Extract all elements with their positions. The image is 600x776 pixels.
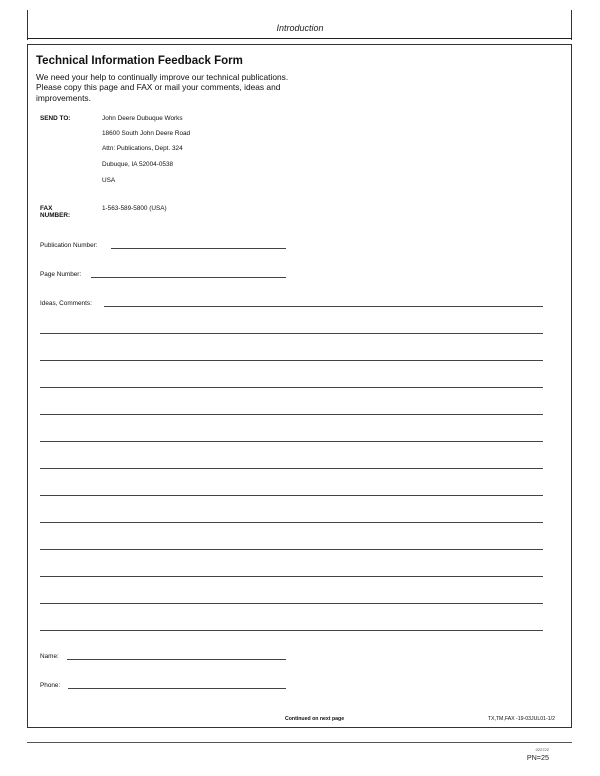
address-line: Dubuque, IA 52004-0538 [102,161,174,168]
ideas-comments-label: Ideas, Comments: [40,300,92,307]
comment-line[interactable] [40,441,543,442]
page-number-label: Page Number: [40,271,82,278]
comment-line[interactable] [40,360,543,361]
comment-line[interactable] [40,495,543,496]
fax-number: 1-563-589-5800 (USA) [102,205,167,212]
address-line: Attn: Publications, Dept. 324 [102,145,183,152]
page-number-field[interactable] [91,277,286,278]
send-to-label: SEND TO: [40,115,71,122]
name-label: Name: [40,653,59,660]
continued-note: Continued on next page [285,716,345,722]
comment-line[interactable] [40,576,543,577]
fax-label-line1: FAX [40,205,53,212]
page-number: PN=25 [526,753,549,762]
publication-number-field[interactable] [111,248,286,249]
address-line: 18600 South John Deere Road [102,130,191,137]
address-line: USA [102,177,116,184]
phone-label: Phone: [40,682,61,689]
page-code: 022722 [535,747,549,752]
form-intro: We need your help to continually improve our technical publications. Please copy this page and FAX or mail your comments, ideas and improvements. [36,72,289,103]
address-line: John Deere Dubuque Works [102,115,183,122]
form-title: Technical Information Feedback Form [36,55,243,67]
document-code: TX,TM,FAX -19-03JUL01-1/2 [487,716,555,722]
comment-line[interactable] [40,387,543,388]
header-underline [27,38,572,39]
comment-line[interactable] [40,414,543,415]
comment-line[interactable] [40,630,543,631]
comment-line[interactable] [40,549,543,550]
comment-line[interactable] [40,522,543,523]
section-title: Introduction [276,23,324,33]
footer-rule [27,742,572,743]
comment-line[interactable] [40,333,543,334]
fax-label-line2: NUMBER: [40,212,71,219]
comment-line[interactable] [40,603,543,604]
phone-field[interactable] [68,688,286,689]
publication-number-label: Publication Number: [40,242,98,249]
ideas-comments-field[interactable] [104,306,543,307]
name-field[interactable] [67,659,286,660]
comment-line[interactable] [40,468,543,469]
